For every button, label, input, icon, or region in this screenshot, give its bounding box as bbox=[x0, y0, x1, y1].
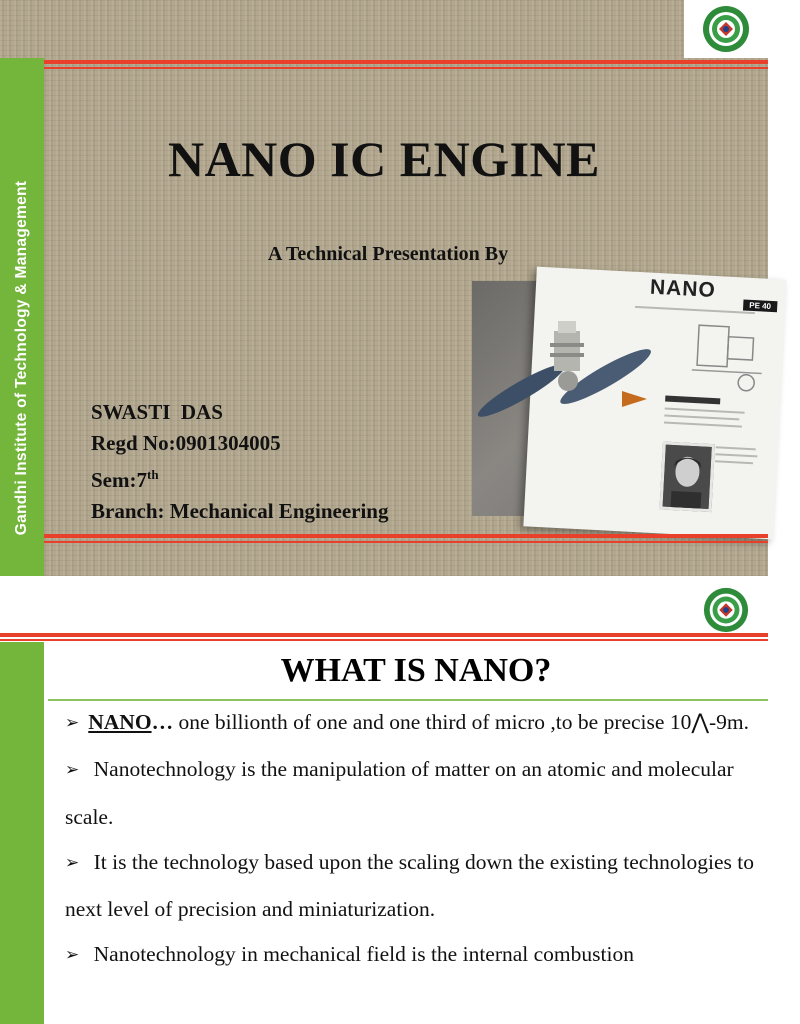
bullet-text: Nanotechnology in mechanical field is the internal combustion bbox=[93, 942, 634, 967]
presenter-name: SWASTI DAS bbox=[91, 400, 223, 424]
photo-brand-text: NANO bbox=[649, 275, 717, 303]
bullet-lead: NANO bbox=[88, 710, 152, 734]
bullet-list bbox=[65, 700, 765, 980]
sem-value: Sem:7 bbox=[91, 468, 147, 492]
photo-model-badge: PE 40 bbox=[743, 299, 777, 312]
institute-logo bbox=[684, 582, 768, 638]
top-rule-thin bbox=[44, 67, 768, 69]
bottom-rule-thin bbox=[44, 541, 768, 543]
nano-engine-photo bbox=[472, 275, 772, 516]
list-item bbox=[65, 932, 765, 979]
presentation-subtitle: A Technical Presentation By bbox=[267, 243, 509, 265]
bullet-text: one billionth of one and one third of micro ,to be precise 10⋀-9m. bbox=[173, 710, 749, 734]
bullet-text: Nanotechnology is the manipulation of matter on an atomic and molecular scale. bbox=[65, 757, 734, 829]
slide-title: WHAT IS NANO? bbox=[280, 652, 552, 689]
bullet-lead-ellipsis: … bbox=[151, 710, 174, 734]
gitam-emblem-icon bbox=[701, 4, 751, 54]
presenter-regd: Regd No:0901304005 bbox=[91, 431, 281, 455]
arrow-bullet-icon: ➢ bbox=[65, 760, 80, 781]
institute-sidebar bbox=[0, 642, 44, 1024]
arrow-bullet-icon: ➢ bbox=[65, 945, 80, 966]
presenter-info bbox=[91, 397, 389, 527]
arrow-bullet-icon: ➢ bbox=[65, 713, 80, 733]
top-rule bbox=[0, 633, 768, 637]
presenter-branch: Branch: Mechanical Engineering bbox=[91, 499, 389, 523]
presenter-sem bbox=[91, 459, 389, 496]
list-item bbox=[65, 700, 765, 747]
arrow-bullet-icon: ➢ bbox=[65, 852, 80, 873]
list-item bbox=[65, 747, 765, 840]
sem-suffix: th bbox=[147, 467, 159, 482]
top-rule bbox=[44, 60, 768, 64]
presentation-title: NANO IC ENGINE bbox=[167, 131, 601, 187]
bullet-text: It is the technology based upon the scaling down the existing technologies to next level of precision and miniaturization. bbox=[65, 849, 755, 922]
institute-name: Gandhi Institute of Technology & Management bbox=[13, 180, 30, 536]
content-slide bbox=[0, 576, 768, 1024]
engine-with-propeller bbox=[472, 281, 750, 516]
gitam-emblem-icon bbox=[702, 586, 750, 634]
top-rule-thin bbox=[0, 639, 768, 641]
bottom-rule bbox=[44, 534, 768, 538]
list-item bbox=[65, 840, 765, 933]
institute-logo bbox=[684, 0, 768, 58]
